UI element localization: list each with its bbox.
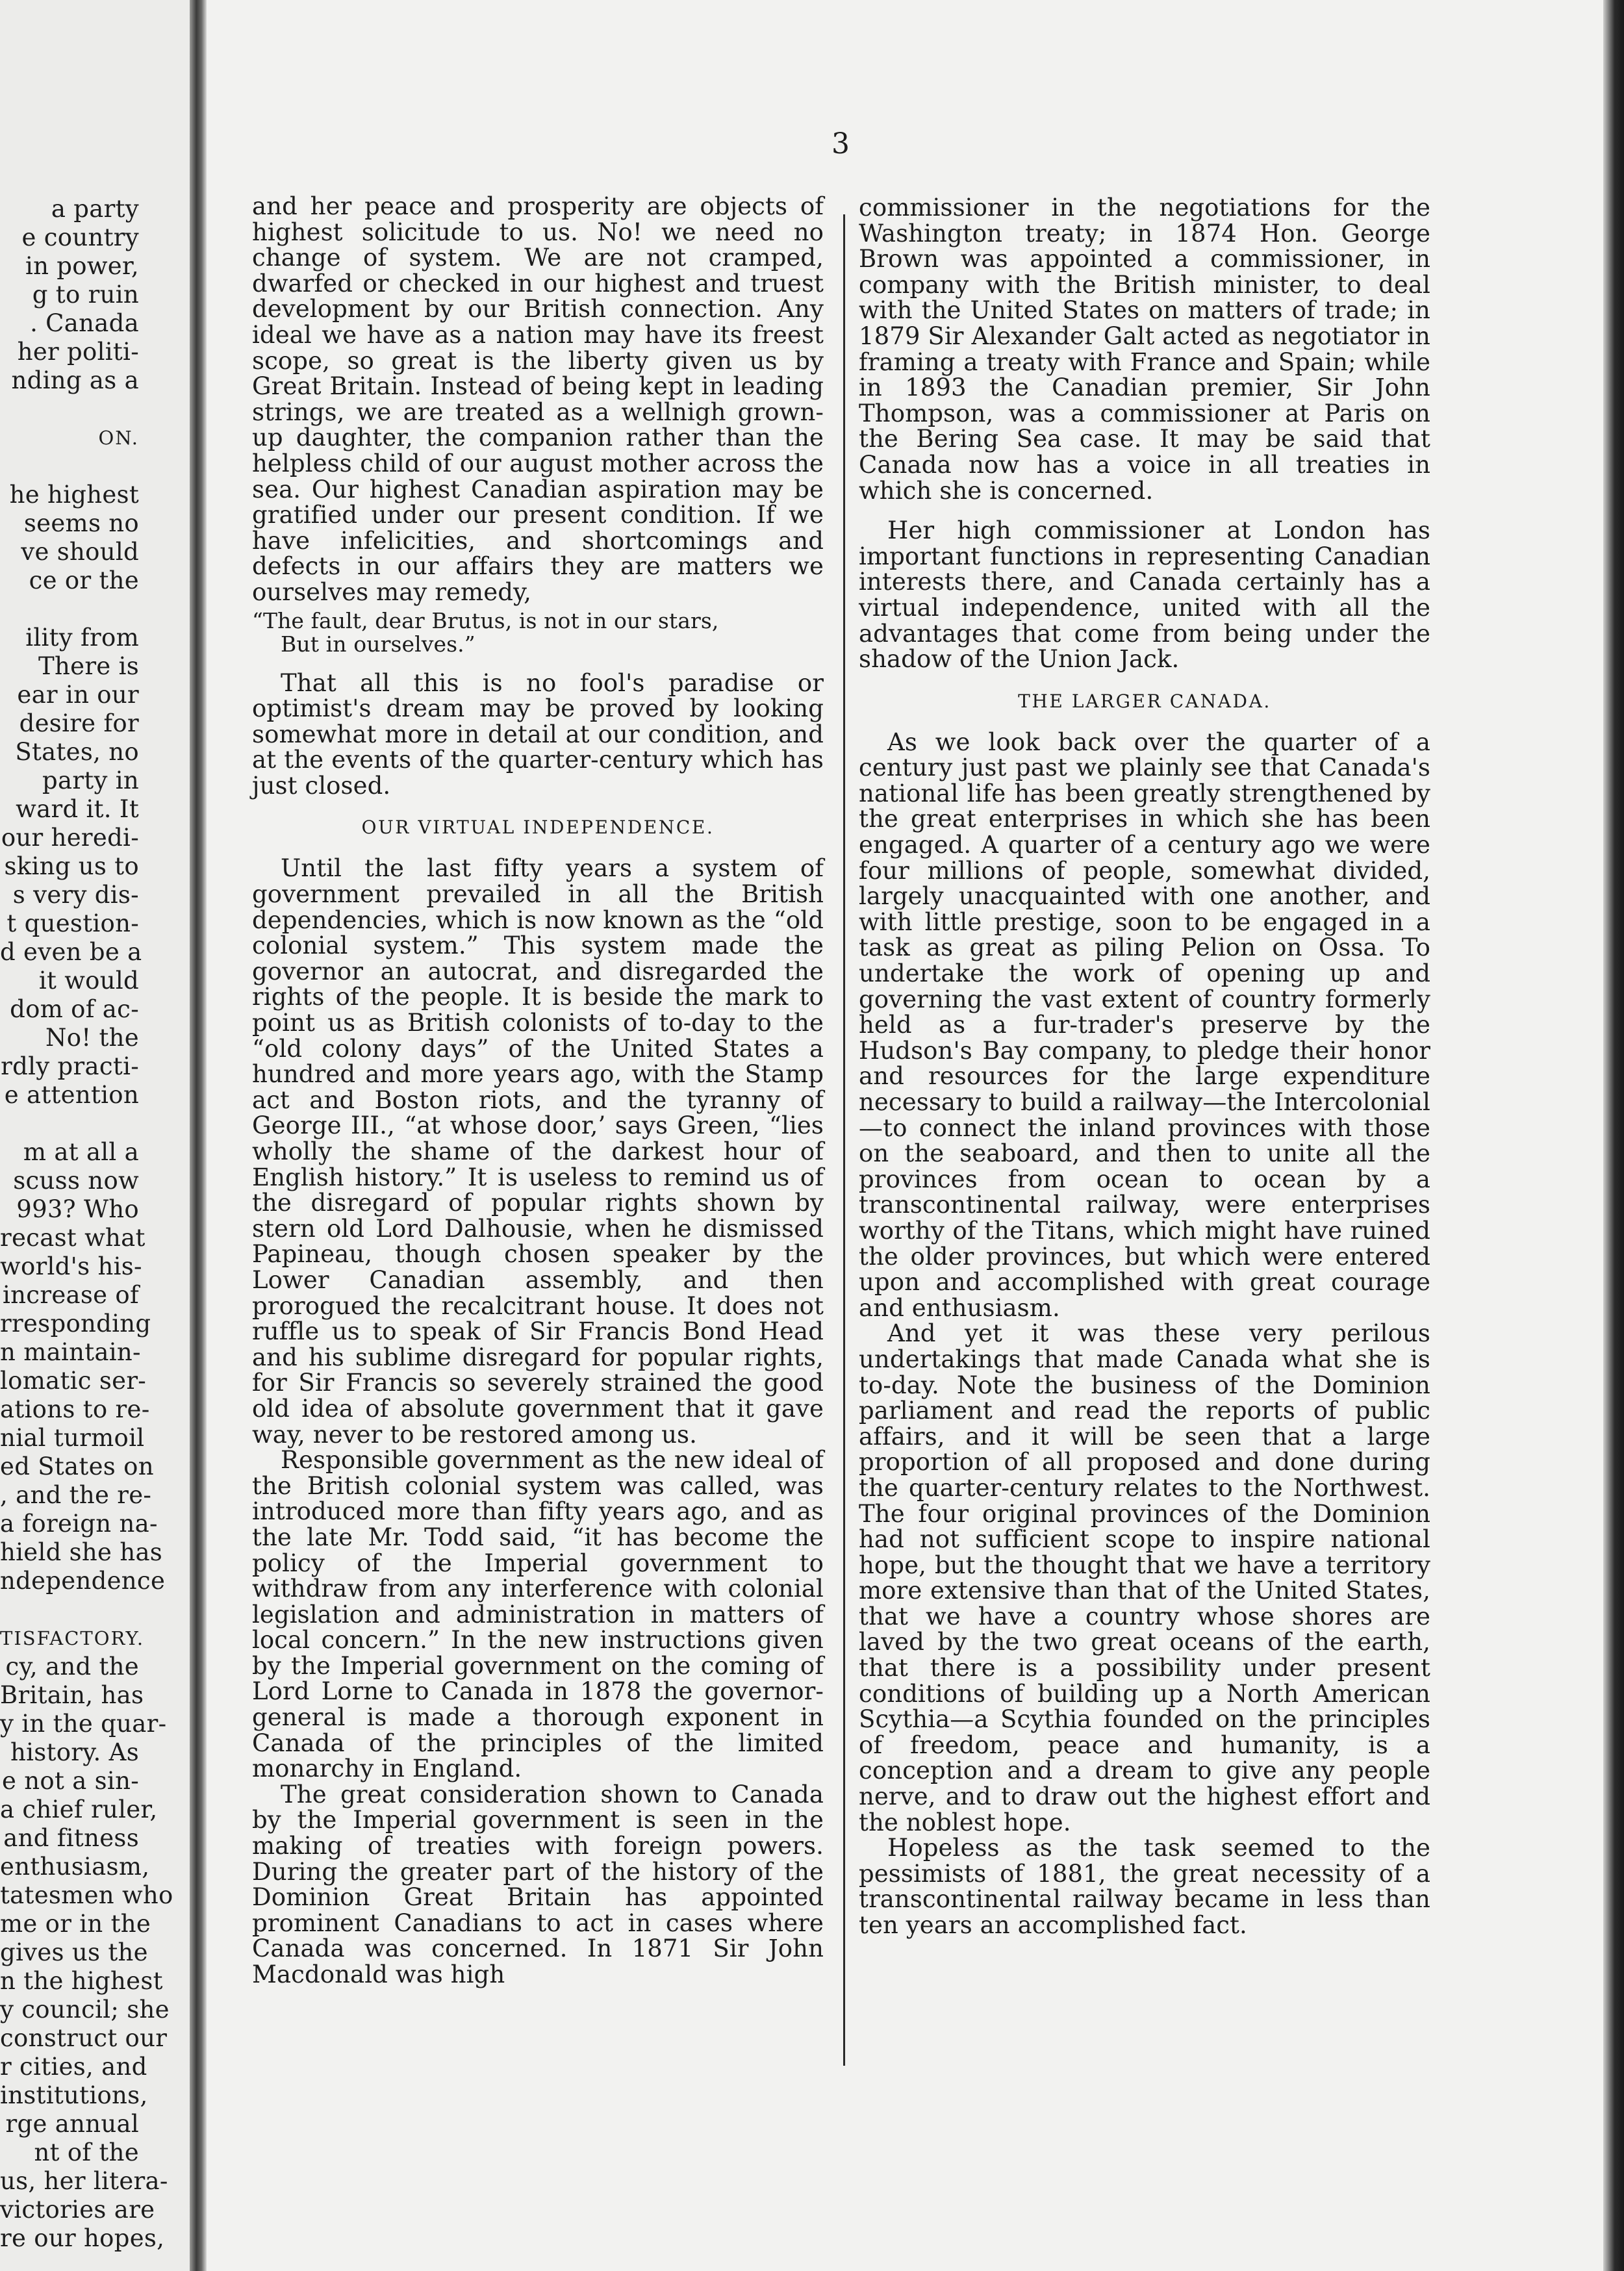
strip-line: [0, 395, 195, 424]
strip-line: ed States on: [0, 1453, 154, 1480]
quote-line: “The fault, dear Brutus, is not in our stars,: [252, 607, 719, 633]
page-number: 3: [831, 127, 850, 160]
strip-line: tatesmen who: [0, 1881, 173, 1909]
strip-line: a foreign na-: [0, 1510, 158, 1538]
strip-line: recast what: [0, 1224, 146, 1252]
strip-line: There is: [38, 652, 139, 680]
strip-line: a party: [51, 195, 139, 223]
left-column: [252, 194, 824, 1988]
strip-line: in power,: [25, 252, 139, 280]
strip-line: s very dis-: [12, 881, 139, 909]
strip-line: r cities, and: [0, 2053, 147, 2081]
strip-line: t question-: [6, 909, 139, 937]
paragraph: and her peace and prosperity are objects of highest solicitude to us. No! we need no change of system. We are not cramped, dwarfed or checked in our highest and truest development by our British connection. Any ideal we have as a nation may have its freest scope, so great is the liberty given us by Great Britain. Instead of being kept in leading strings, we are treated as a wellnigh grown-up daughter, the companion rather than the helpless child of our august mother across the sea. Our highest Canadian aspiration may be gratified under our present condition. If we have infelicities, and shortcomings and defects in our affairs they are matters we ourselves may remedy,: [252, 192, 824, 606]
strip-line: No! the: [45, 1024, 139, 1052]
section-heading: OUR VIRTUAL INDEPENDENCE.: [361, 817, 715, 839]
paragraph: As we look back over the quarter of a century just past we plainly see that Canada's national life has been greatly strengthened by the great enterprises in which she has been engaged. A quarter of a century ago we were four millions of people, somewhat divided, largely unacquainted with one another, and with little prestige, soon to be engaged in a task as great as piling Pelion on Ossa. To undertake the work of opening up and governing the vast extent of country formerly held as a fur-trader's preserve by the Hudson's Bay company, to pledge their honor and resources for the large expenditure necessary to build a railway—the Intercolonial—to connect the inland provinces with those on the seaboard, and then to unite all the provinces from ocean to ocean by a transcontinental railway, were enterprises worthy of the Titans, which might have ruined the older provinces, but which were entered upon and accomplished with great courage and enthusiasm.: [859, 728, 1430, 1322]
strip-line: e country: [21, 223, 139, 251]
strip-line: e not a sin-: [2, 1767, 139, 1795]
previous-page-strip: [0, 0, 195, 2271]
strip-line: y council; she: [0, 1996, 170, 2024]
paragraph: commissioner in the negotiations for the Washington treaty; in 1874 Hon. George Brown was appointed a commissioner, in company with the British minister, to deal with the United States on matters of trade; in 1879 Sir Alexander Galt acted as negotiator in framing a treaty with France and Spain; while in 1893 the Canadian premier, Sir John Thompson, was a commissioner at Paris on the Bering Sea case. It may be said that Canada now has a voice in all treaties in which she is concerned.: [859, 194, 1430, 505]
paragraph: Hopeless as the task seemed to the pessimists of 1881, the great necessity of a transcontinental railway became in less than ten years an accomplished fact.: [859, 1834, 1430, 1939]
strip-line: desire for: [19, 709, 139, 737]
strip-line: ward it. It: [16, 795, 139, 823]
strip-line: dom of ac-: [10, 995, 139, 1023]
strip-line: e attention: [4, 1081, 139, 1109]
strip-line: [0, 595, 195, 624]
strip-line: party in: [42, 767, 139, 794]
strip-line: cy, and the: [5, 1653, 139, 1681]
strip-line: Britain, has: [0, 1681, 144, 1709]
strip-line: ndependence: [0, 1567, 166, 1595]
strip-line: y in the quar-: [0, 1710, 167, 1738]
strip-line: ve should: [21, 538, 139, 566]
strip-line: and fitness: [3, 1824, 139, 1852]
strip-line: victories are: [0, 2196, 155, 2224]
strip-line: world's his-: [0, 1252, 142, 1280]
page-gutter-shadow: [190, 0, 207, 2271]
block-quote: [252, 609, 824, 656]
strip-line: [0, 452, 195, 481]
strip-line: increase of: [3, 1281, 139, 1309]
strip-line: . Canada: [30, 309, 139, 337]
strip-line: institutions,: [0, 2081, 148, 2109]
previous-page-text: [0, 195, 195, 2253]
strip-line: history. As: [10, 1738, 139, 1766]
section-heading: THE LARGER CANADA.: [1018, 690, 1271, 712]
strip-line: d even be a: [0, 938, 142, 966]
strip-line: me or in the: [0, 1910, 151, 1938]
strip-heading: ON.: [98, 427, 139, 449]
strip-line: re our hopes,: [0, 2224, 165, 2252]
paragraph: Responsible government as the new ideal of the British colonial system was called, was introduced more than fifty years ago, and as the late Mr. Todd said, “it has become the policy of the Imperial government to withdraw from any interference with colonial legislation and administration in matters of local concern.” In the new instructions given by the Imperial government on the coming of Lord Lorne to Canada in 1878 the governor-general is made a thorough exponent in Canada of the principles of the limited monarchy in England.: [252, 1446, 824, 1783]
right-column: [859, 195, 1430, 1938]
strip-line: a chief ruler,: [0, 1795, 158, 1823]
strip-line: seems no: [23, 509, 139, 537]
strip-line: nding as a: [11, 366, 139, 394]
strip-line: he highest: [9, 481, 139, 509]
strip-line: it would: [38, 967, 139, 995]
paragraph: Until the last fifty years a system of government prevailed in all the British dependencies, which is now known as the “old colonial system.” This system made the governor an autocrat, and disregarded the rights of the people. It is beside the mark to point us as British colonists of to-day to the “old colony days” of the United States a hundred and more years ago, with the Stamp act and Boston riots, and the tyranny of George III., “at whose door,’ says Green, “lies wholly the shame of the darkest hour of English history.” It is useless to remind us of the disregard of popular rights shown by stern old Lord Dalhousie, when he dismissed Papineau, though chosen speaker by the Lower Canadian assembly, and then prorogued the recalcitrant house. It does not ruffle us to speak of Sir Francis Bond Head and his sublime disregard for popular rights, for Sir Francis so severely strained the good old idea of absolute government that it gave way, never to be restored among us.: [252, 854, 824, 1449]
strip-line: [0, 1595, 195, 1624]
paragraph: That all this is no fool's paradise or optimist's dream may be proved by looking somewhat more in detail at our condition, and at the events of the quarter-century which has just closed.: [252, 668, 824, 800]
strip-line: nt of the: [34, 2138, 139, 2166]
strip-line: 993? Who: [16, 1195, 139, 1223]
strip-line: gives us the: [0, 1938, 148, 1966]
strip-line: [0, 1110, 195, 1138]
strip-line: ility from: [25, 624, 139, 652]
strip-line: our heredi-: [1, 824, 139, 852]
strip-line: m at all a: [23, 1138, 139, 1166]
paragraph: Her high commissioner at London has important functions in representing Canadian interests there, and Canada certainly has a virtual independence, united with all the advantages that come from being under the shadow of the Union Jack.: [859, 516, 1430, 674]
strip-line: sking us to: [4, 852, 139, 880]
strip-line: ce or the: [29, 566, 139, 594]
strip-line: scuss now: [13, 1167, 139, 1195]
paragraph: The great consideration shown to Canada by the Imperial government is seen in the making of treaties with foreign powers. During the greater part of the history of the Dominion Great Britain has appointed prominent Canadians to act in cases where Canada was concerned. In 1871 Sir John Macdonald was high: [252, 1780, 824, 1988]
strip-line: g to ruin: [32, 281, 139, 309]
strip-heading: TISFACTORY.: [0, 1627, 145, 1649]
paragraph: And yet it was these very perilous undertakings that made Canada what she is to-day. Note the business of the Dominion parliament and read the reports of public affairs, and it will be seen that a large proportion of all proposed and done during the quarter-century relates to the Northwest. The four original provinces of the Dominion had not sufficient scope to inspire national hope, but the thought that we have a territory more extensive than that of the United States, that we have a country whose shores are laved by the two great oceans of the earth, that there is a possibility under present conditions of building up a North American Scythia—a Scythia founded on the principles of freedom, peace and humanity, is a conception and a dream to give any people nerve, and to draw out the highest effort and the noblest hope.: [859, 1319, 1430, 1836]
strip-line: n the highest: [0, 1967, 163, 1995]
strip-line: n maintain-: [0, 1338, 141, 1366]
strip-line: hield she has: [0, 1538, 163, 1566]
strip-line: us, her litera-: [0, 2167, 168, 2195]
column-divider: [843, 214, 845, 2066]
page-edge-shadow: [1603, 0, 1624, 2271]
strip-line: enthusiasm,: [0, 1853, 150, 1881]
strip-line: ear in our: [17, 681, 139, 709]
strip-line: , and the re-: [0, 1481, 152, 1509]
strip-line: her politi-: [17, 338, 139, 366]
strip-line: nial turmoil: [0, 1424, 145, 1452]
strip-line: rresponding: [0, 1310, 151, 1338]
strip-line: ations to re-: [0, 1395, 150, 1423]
strip-line: rdly practi-: [1, 1052, 139, 1080]
strip-line: construct our: [0, 2024, 168, 2052]
strip-line: States, no: [15, 738, 139, 766]
strip-line: lomatic ser-: [0, 1367, 147, 1395]
strip-line: rge annual: [5, 2110, 139, 2138]
quote-line: But in ourselves.”: [281, 631, 476, 657]
